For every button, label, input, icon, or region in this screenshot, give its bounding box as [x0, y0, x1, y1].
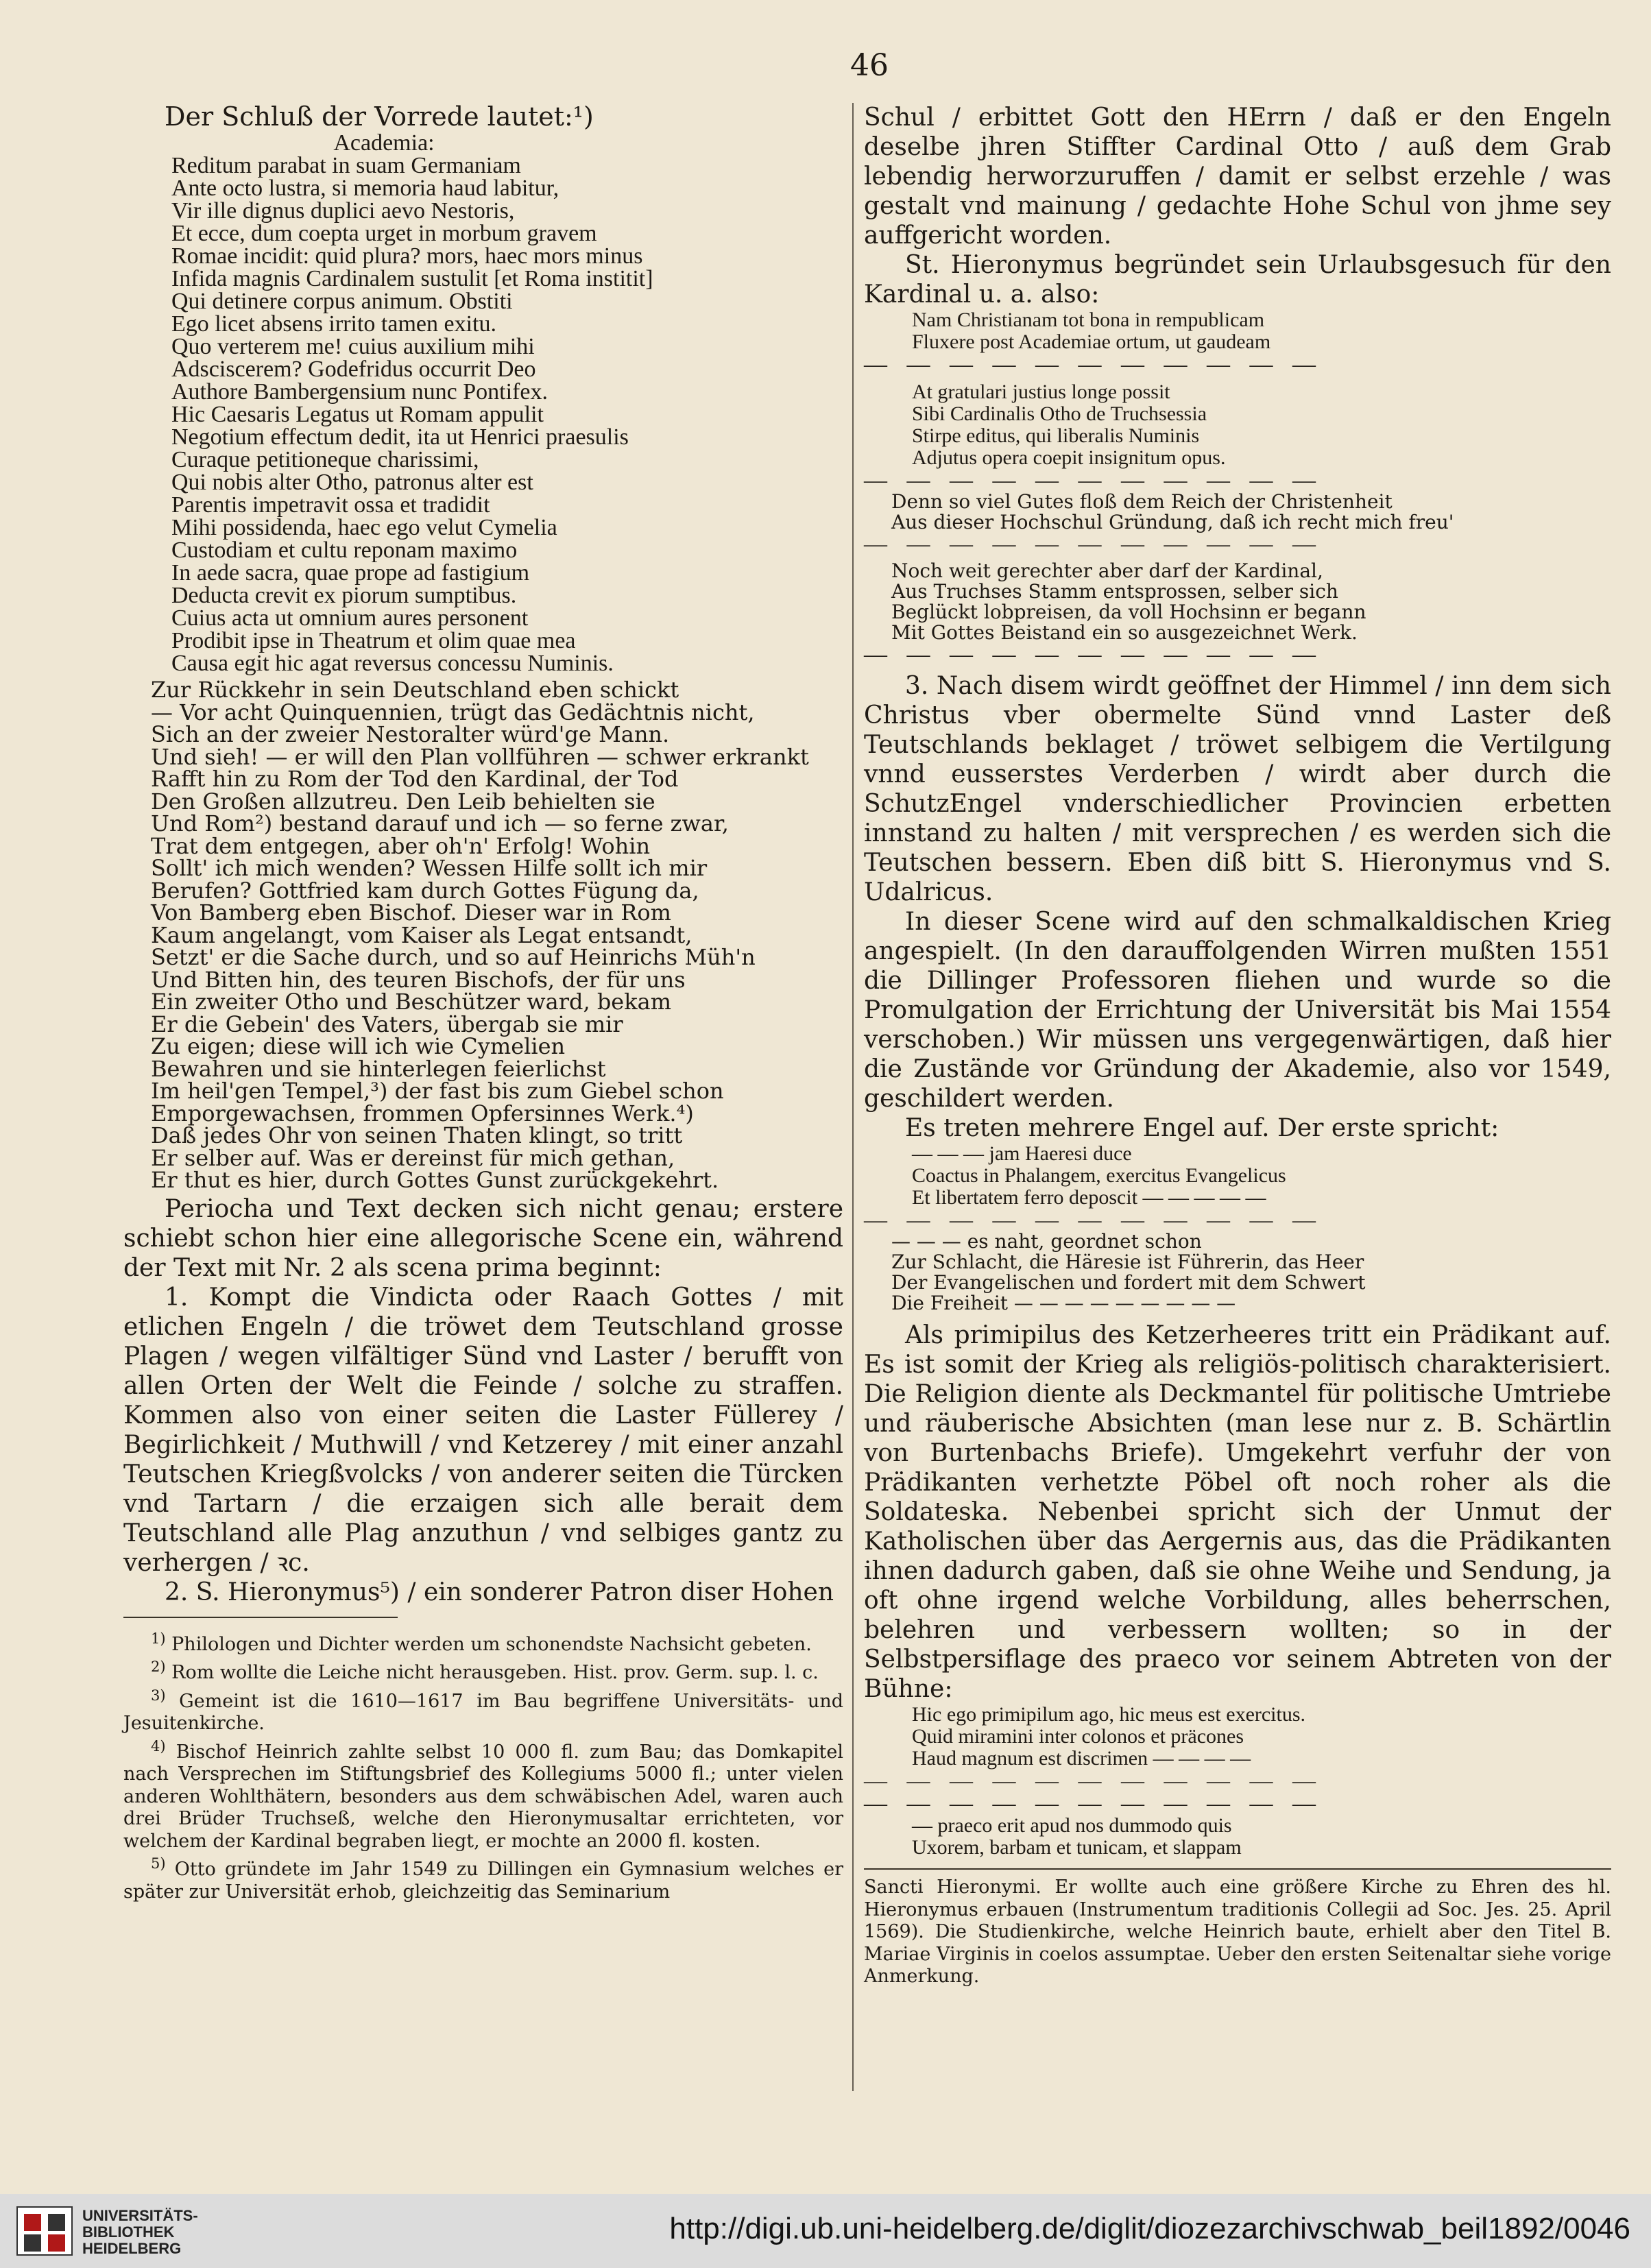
footnote-text: Rom wollte die Leiche nicht herausgeben. Hist. prov. Germ. sup. l. c.	[165, 1662, 819, 1683]
verse-line: Er die Gebein' des Vaters, übergab sie mir	[151, 1011, 623, 1037]
verse-line: Quid miramini inter colonos et präcones	[912, 1725, 1244, 1748]
verse-line: Quo verterem me! cuius auxilium mihi	[171, 334, 535, 359]
german-poem	[151, 679, 843, 1192]
verse-line: Custodiam et cultu reponam maximo	[171, 538, 518, 563]
verse-line: BIBLIOTHEK	[82, 2223, 175, 2241]
dash-line-5: — — — — — — — — — — —	[864, 1207, 1323, 1233]
verse-line: Parentis impetravit ossa et tradidit	[171, 492, 490, 518]
dash-line-3: — — — — — — — — — — —	[864, 531, 1323, 557]
right-paragraph-5: Es treten mehrere Engel auf. Der erste spricht:	[905, 1114, 1499, 1142]
footnote-mark: 1)	[151, 1630, 166, 1647]
verse-line: Denn so viel Gutes floß dem Reich der Christenheit	[891, 490, 1393, 513]
verse-line: Cuius acta ut omnium aures personent	[171, 605, 529, 631]
footnote	[123, 1656, 843, 1685]
footer-bar	[0, 2194, 1651, 2268]
footnote-text: Philologen und Dichter werden um schonendste Nachsicht gebeten.	[165, 1633, 812, 1655]
footnote-mark: 3)	[151, 1687, 166, 1704]
verse-line: Der Evangelischen und fordert mit dem Schwert	[891, 1271, 1366, 1294]
footnote	[123, 1735, 843, 1853]
verse-line: At gratulari justius longe possit	[912, 381, 1170, 403]
footnote-rule	[123, 1617, 398, 1618]
verse-line: Et libertatem ferro deposcit — — — — —	[912, 1186, 1266, 1209]
verse-line: — — — jam Haeresi duce	[912, 1142, 1132, 1165]
verse-line: Hic Caesaris Legatus ut Romam appulit	[171, 402, 544, 427]
right-paragraph-1: Schul / erbittet Gott den HErrn / daß er den Engeln deselbe jhren Stiffter Cardinal Otto / auß dem Grab lebendig herworzuruffen / damit er selbst erzehle / was gestalt vnd mainung / gedachte Hohe Schul von jhme sey auffgericht worden.	[864, 104, 1611, 250]
verse-line: Er selber auf. Was er dereinst für mich gethan,	[151, 1144, 675, 1171]
verse-line: Kaum angelangt, vom Kaiser als Legat entsandt,	[151, 921, 692, 948]
right-column	[864, 103, 1611, 1988]
right-paragraph-4: In dieser Scene wird auf den schmalkaldischen Krieg angespielt. (In den darauffolgenden Wirren mußten 1551 die Dillinger Professoren fliehen und wurde so die Promulgation der Errichtung der Universität bis Mai 1554 verschoben.) Wir müssen uns vergegenwärtigen, daß hier die Zustände vor Gründung der Akademie, also vor 1549, geschildert werden.	[864, 908, 1611, 1113]
german-quote-2	[891, 561, 1611, 643]
verse-line: Bewahren und sie hinterlegen feierlichst	[151, 1055, 606, 1082]
verse-line: Hic ego primipilum ago, hic meus est exercitus.	[912, 1703, 1306, 1726]
footnotes	[123, 1628, 843, 1904]
verse-line: Causa egit hic agat reversus concessu Numinis.	[171, 651, 614, 676]
verse-line: Uxorem, barbam et tunicam, et slappam	[912, 1836, 1242, 1859]
dash-line-4: — — — — — — — — — — —	[864, 642, 1323, 667]
footnote	[123, 1628, 843, 1656]
verse-line: Sibi Cardinalis Otho de Truchsessia	[912, 402, 1207, 425]
verse-line: Qui nobis alter Otho, patronus alter est	[171, 470, 533, 495]
footnote	[123, 1853, 843, 1903]
verse-line: Vir ille dignus duplici aevo Nestoris,	[171, 198, 515, 224]
latin-quote-1	[912, 309, 1611, 353]
column-divider	[852, 103, 854, 2091]
verse-line: Aus dieser Hochschul Gründung, daß ich recht mich freu'	[891, 511, 1454, 533]
verse-line: Authore Bambergensium nunc Pontifex.	[171, 379, 548, 405]
verse-line: Von Bamberg eben Bischof. Dieser war in Rom	[151, 900, 671, 926]
institution-name	[82, 2208, 198, 2257]
verse-line: Noch weit gerechter aber darf der Kardinal,	[891, 559, 1323, 582]
verse-line: — praeco erit apud nos dummodo quis	[912, 1814, 1232, 1837]
footnote-mark: 5)	[151, 1855, 166, 1872]
verse-line: Er thut es hier, durch Gottes Gunst zurückgekehrt.	[151, 1167, 719, 1193]
verse-line: Zu eigen; diese will ich wie Cymelien	[151, 1033, 566, 1059]
verse-line: Berufen? Gottfried kam durch Gottes Fügung da,	[151, 877, 699, 904]
verse-line: Sollt' ich mich wenden? Wessen Hilfe sollt ich mir	[151, 855, 708, 881]
verse-line: Adjutus opera coepit insignitum opus.	[912, 446, 1226, 469]
verse-line: Haud magnum est discrimen — — — —	[912, 1747, 1251, 1770]
verse-line: Den Großen allzutreu. Den Leib behielten sie	[151, 788, 655, 815]
verse-line: Ein zweiter Otho und Beschützer ward, bekam	[151, 989, 672, 1015]
verse-line: — — — es naht, geordnet schon	[891, 1230, 1202, 1253]
verse-line: Daß jedes Ohr von seinen Thaten klingt, so tritt	[151, 1122, 683, 1148]
german-quote-1	[891, 492, 1611, 533]
verse-line: Setzt' er die Sache durch, und so auf Heinrichs Müh'n	[151, 944, 756, 970]
left-paragraph-2: 1. Kompt die Vindicta oder Raach Gottes / mit etlichen Engeln / die tröwet dem Teutschland grosse Plagen / wegen vilfältiger Sünd vnd Laster / berufft von allen Orten der Welt die Feinde / solche zu straffen. Kommen also von einer seiten die Laster Füllerey / Begirlichkeit / Muthwill / vnd Ketzerey / mit einer anzahl Teutschen Kriegßvolcks / von anderer seiten die Türcken vnd Tartarn / die erzaigen sich alle berait dem Teutschland alle Plag anzuthun / vnd selbiges gantz zu verhergen / ꝛc.	[123, 1283, 843, 1577]
verse-line: Zur Rückkehr in sein Deutschland eben schickt	[151, 677, 679, 703]
latin-quote-4	[912, 1704, 1611, 1770]
footnote-continuation: Sancti Hieronymi. Er wollte auch eine größere Kirche zu Ehren des hl. Hieronymus erbauen (Instrumentum traditionis Collegii ad Soc. Jes. 25. April 1569). Die Studienkirche, welche Heinrich baute, erhielt aber den Titel B. Mariae Virginis in coelos assumptae. Ueber den ersten Seitenaltar siehe vorige Anmerkung.	[864, 1868, 1611, 1988]
source-url[interactable]: http://digi.ub.uni-heidelberg.de/diglit/diozezarchivschwab_beil1892/0046	[669, 2212, 1630, 2245]
left-column	[123, 103, 843, 1903]
dash-line-7: — — — — — — — — — — —	[864, 1791, 1323, 1816]
verse-line: Und Bitten hin, des teuren Bischofs, der für uns	[151, 966, 686, 993]
verse-line: Romae incidit: quid plura? mors, haec mors minus	[171, 243, 643, 269]
verse-line: Und Rom²) bestand darauf und ich — so ferne zwar,	[151, 810, 729, 836]
verse-line: Ante octo lustra, si memoria haud labitur,	[171, 176, 559, 201]
verse-line: Ego licet absens irrito tamen exitu.	[171, 311, 496, 337]
verse-line: Und sieh! — er will den Plan vollführen — schwer erkrankt	[151, 743, 809, 770]
right-paragraph-2: St. Hieronymus begründet sein Urlaubsgesuch für den Kardinal u. a. also:	[864, 251, 1611, 309]
left-paragraph-1: Periocha und Text decken sich nicht genau; erstere schiebt schon hier eine allegorische Scene ein, während der Text mit Nr. 2 als scena prima beginnt:	[123, 1194, 843, 1282]
verse-line: Stirpe editus, qui liberalis Numinis	[912, 424, 1200, 447]
verse-line: Aus Truchses Stamm entsprossen, selber sich	[891, 580, 1338, 603]
dash-line-6: — — — — — — — — — — —	[864, 1768, 1323, 1794]
latin-quote-5	[912, 1815, 1611, 1859]
latin-poem	[171, 154, 843, 675]
verse-line: Mihi possidenda, haec ego velut Cymelia	[171, 515, 557, 540]
verse-line: Rafft hin zu Rom der Tod den Kardinal, der Tod	[151, 766, 679, 792]
footnote-mark: 4)	[151, 1737, 166, 1754]
verse-line: Adsciscerem? Godefridus occurrit Deo	[171, 357, 536, 382]
verse-line: UNIVERSITÄTS-	[82, 2207, 198, 2224]
verse-line: Curaque petitioneque charissimi,	[171, 447, 479, 472]
verse-line: Emporgewachsen, frommen Opfersinnes Werk.⁴)	[151, 1100, 694, 1126]
university-seal-icon	[14, 2204, 75, 2258]
verse-line: Et ecce, dum coepta urget in morbum gravem	[171, 221, 597, 246]
right-paragraph-3: 3. Nach disem wirdt geöffnet der Himmel / inn dem sich Christus vber obermelte Sünd vnnd Laster deß Teutschlands beklaget / tröwet selbigem die Vertilgung vnnd eusserstes Verderben / wirdt aber durch die SchutzEngel vnderschiedlicher Provincien erbetten innstand zu halten / mit versprechen / es werden sich die Teutschen bessern. Eben diß bitt S. Hieronymus vnd S. Udalricus.	[864, 672, 1611, 906]
verse-line: Deducta crevit ex piorum sumptibus.	[171, 583, 517, 608]
verse-line: Infida magnis Cardinalem sustulit [et Roma institit]	[171, 266, 653, 291]
verse-line: In aede sacra, quae prope ad fastigium	[171, 560, 530, 586]
verse-line: Zur Schlacht, die Häresie ist Führerin, das Heer	[891, 1251, 1364, 1273]
verse-line: Beglückt lobpreisen, da voll Hochsinn er begann	[891, 601, 1366, 623]
verse-line: Reditum parabat in suam Germaniam	[171, 153, 521, 178]
academia-heading: Academia:	[333, 130, 435, 156]
latin-quote-3	[912, 1143, 1611, 1209]
verse-line: Trat dem entgegen, aber oh'n' Erfolg! Wohin	[151, 832, 651, 859]
latin-quote-2	[912, 381, 1611, 469]
verse-line: Coactus in Phalangem, exercitus Evangelicus	[912, 1164, 1286, 1187]
verse-line: HEIDELBERG	[82, 2240, 182, 2257]
verse-line: Nam Christianam tot bona in rempublicam	[912, 309, 1265, 331]
right-paragraph-6: Als primipilus des Ketzerheeres tritt ein Prädikant auf. Es ist somit der Krieg als religiös-politisch charakterisiert. Die Religion diente als Deckmantel für politische Umtriebe und räuberische Absichten (man lese nur z. B. Schärtlin von Burtenbachs Briefe). Umgekehrt verfuhr der von Prädikanten verhetzte Pöbel oft noch roher als die Soldateska. Nebenbei spricht sich der Unmut der Katholischen über das Aergernis aus, das die Prädikanten ihnen dadurch gaben, daß sie ohne Weihe und Sendung, ja oft ohne irgend welche Vorbildung, alles beherrschen, belehren und verbessern wollten; so in der Selbstpersiflage des praeco vor seinem Abtreten von der Bühne:	[864, 1321, 1611, 1703]
german-quote-3	[891, 1231, 1611, 1314]
verse-line: Die Freiheit — — — — — — — — —	[891, 1292, 1236, 1314]
footnote-text: Gemeint ist die 1610—1617 im Bau begriffene Universitäts- und Jesuitenkirche.	[123, 1690, 843, 1734]
verse-line: Negotium effectum dedit, ita ut Henrici praesulis	[171, 424, 629, 450]
verse-line: Prodibit ipse in Theatrum et olim quae mea	[171, 628, 576, 653]
verse-line: Mit Gottes Beistand ein so ausgezeichnet Werk.	[891, 621, 1358, 644]
verse-line: Qui detinere corpus animum. Obstiti	[171, 289, 513, 314]
verse-line: — Vor acht Quinquennien, trügt das Gedächtnis nicht,	[151, 699, 755, 725]
footnote-text: Bischof Heinrich zahlte selbst 10 000 fl. zum Bau; das Domkapitel nach Versprechen im Stiftungsbrief des Kollegiums 5000 fl.; unter vielen anderen Wohlthätern, besonders aus dem schwäbischen Adel, waren auch drei Brüder Truchseß, welche den Hieronymusaltar errichteten, vor welchem der Kardinal begraben liegt, er mochte an 2000 fl. kosten.	[123, 1741, 843, 1852]
verse-line: Im heil'gen Tempel,³) der fast bis zum Giebel schon	[151, 1078, 724, 1104]
dash-line-2: — — — — — — — — — — —	[864, 468, 1323, 493]
footnote	[123, 1685, 843, 1735]
footnote-text: Otto gründete im Jahr 1549 zu Dillingen ein Gymnasium welches er später zur Universität erhob, gleichzeitig das Seminarium	[123, 1859, 843, 1903]
verse-line: Fluxere post Academiae ortum, ut gaudeam	[912, 330, 1271, 353]
intro-line: Der Schluß der Vorrede lautet:¹)	[165, 101, 594, 132]
page-number: 46	[850, 48, 889, 83]
verse-line: Sich an der zweier Nestoralter würd'ge Mann.	[151, 721, 670, 747]
footnote-mark: 2)	[151, 1658, 166, 1675]
left-paragraph-3: 2. S. Hieronymus⁵) / ein sonderer Patron diser Hohen	[165, 1578, 834, 1606]
dash-line-1: — — — — — — — — — — —	[864, 352, 1323, 377]
